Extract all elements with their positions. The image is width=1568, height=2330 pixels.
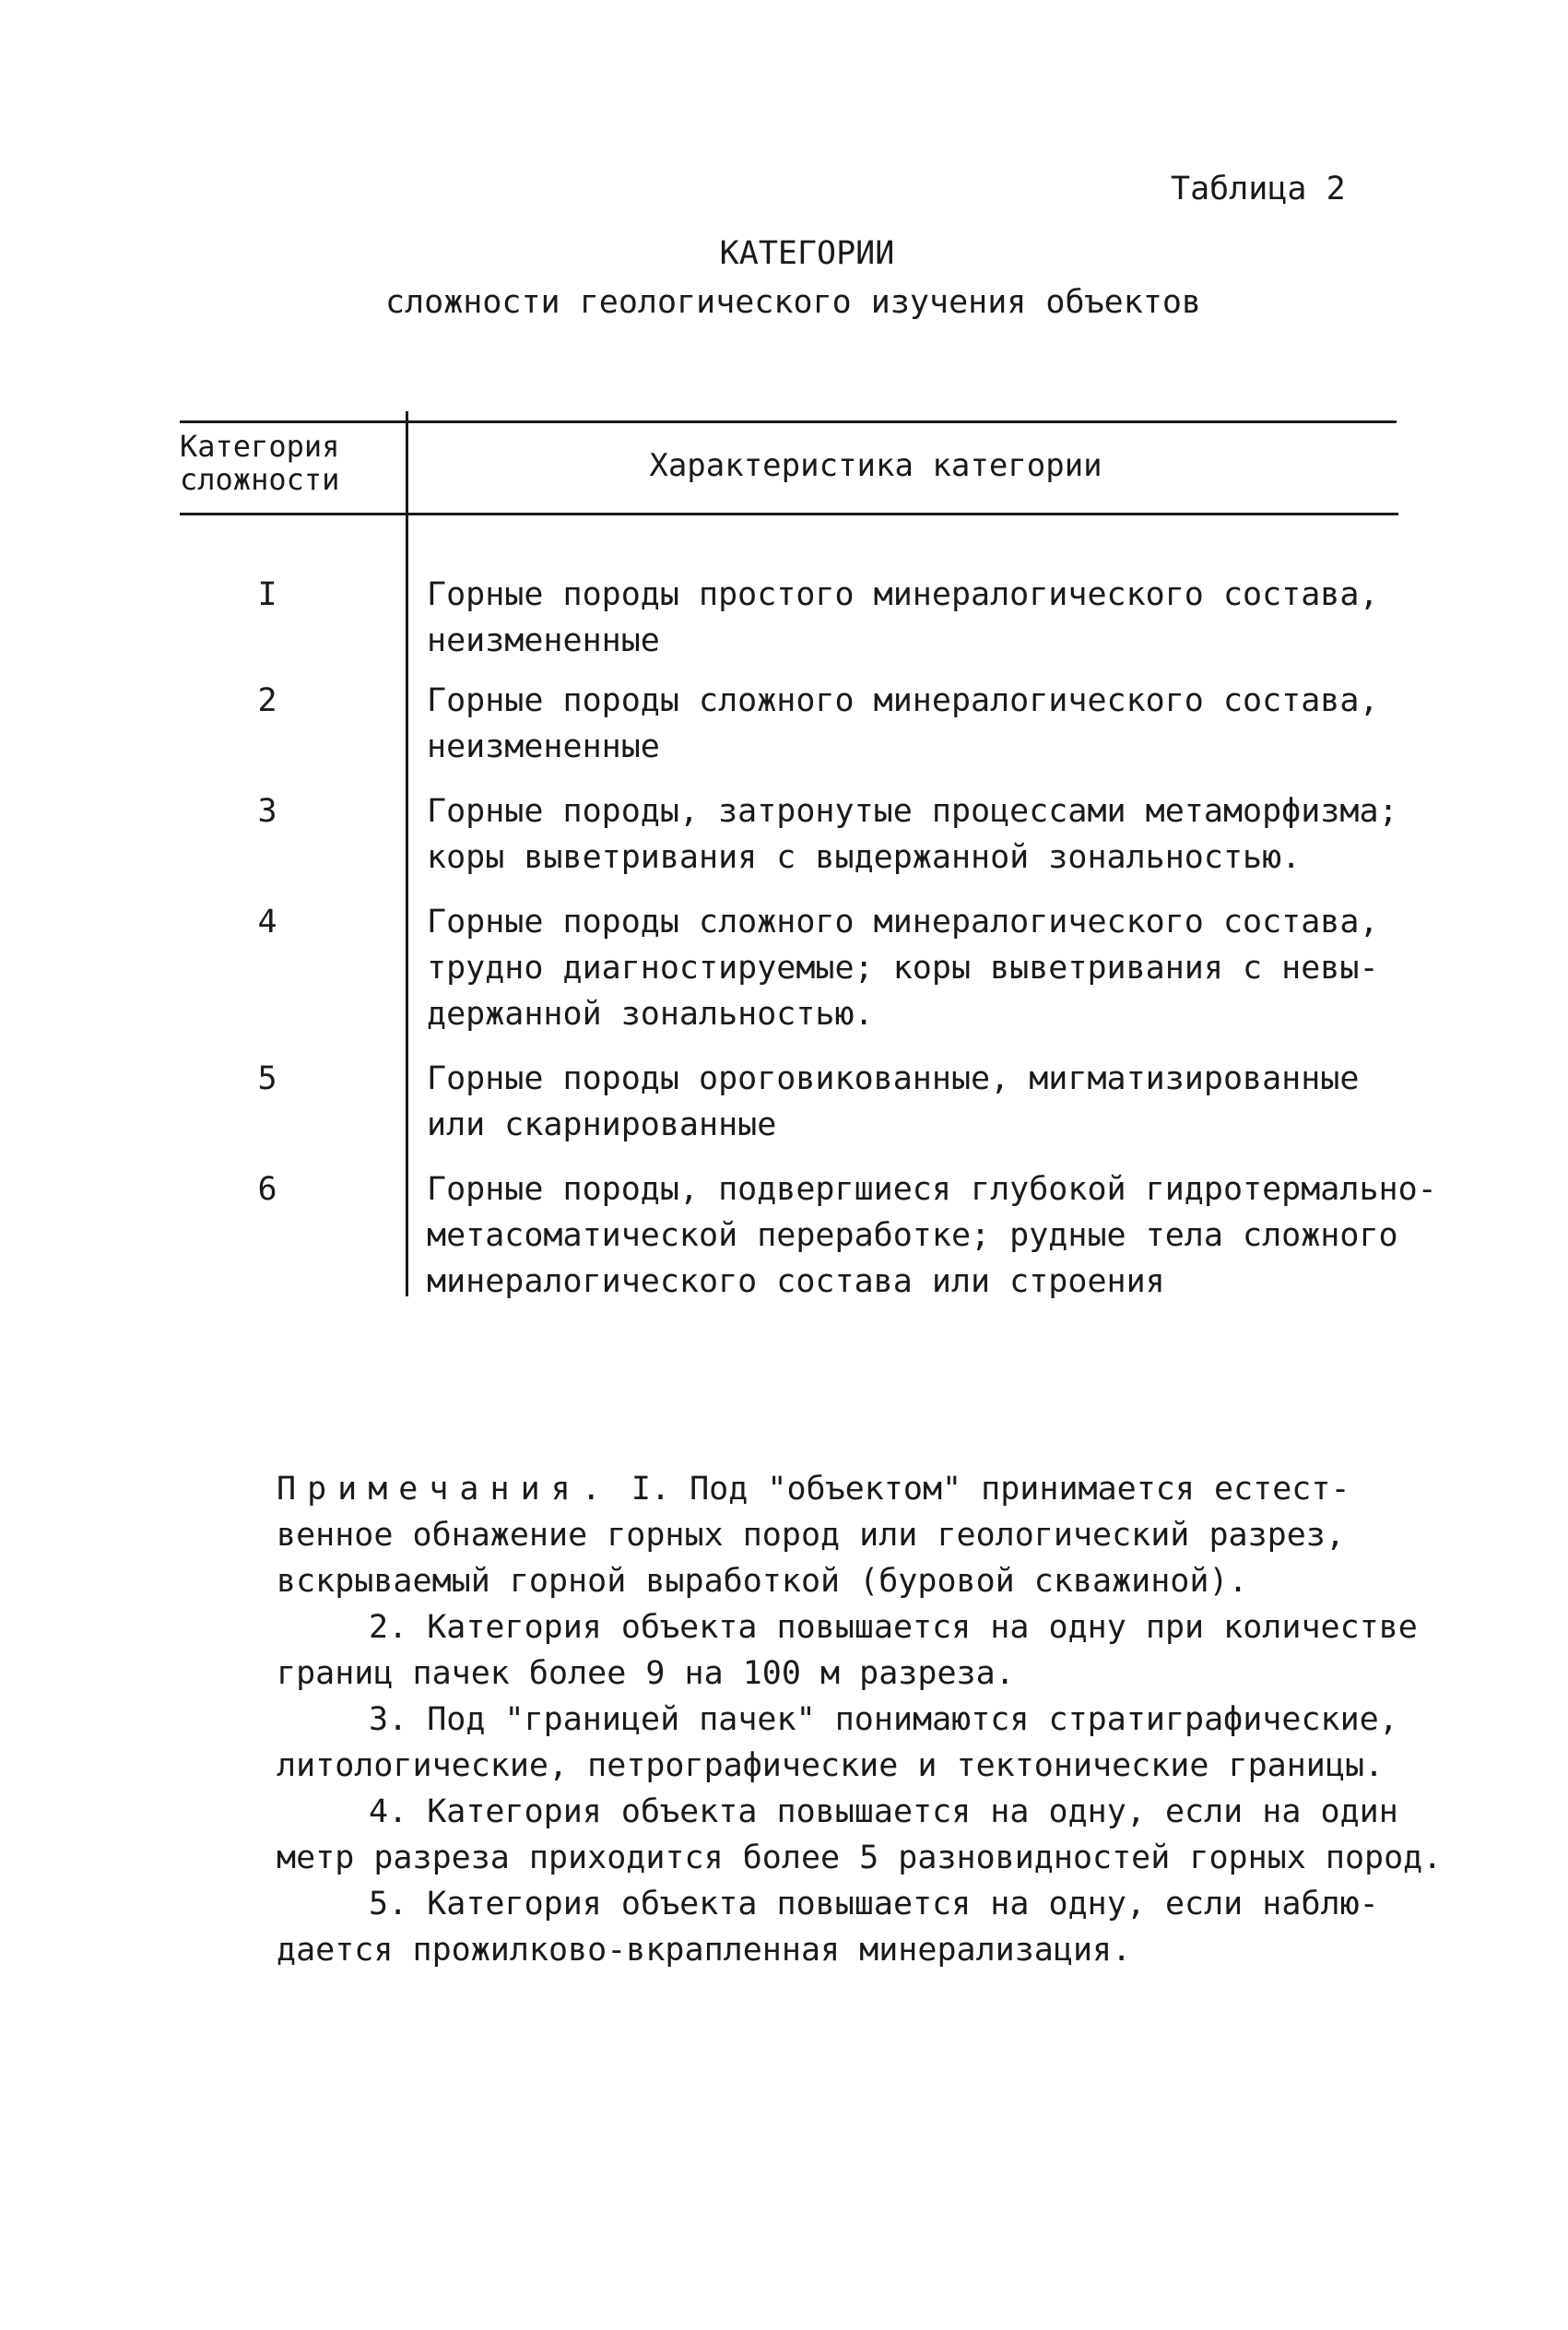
column-header-category-line1: Категория bbox=[180, 429, 340, 464]
table-title bbox=[0, 235, 1568, 272]
row-description-line: трудно диагностируемые; коры выветривания с невы- bbox=[427, 950, 1379, 987]
row-description bbox=[427, 678, 1441, 770]
column-header-category-line2: сложности bbox=[180, 462, 340, 497]
row-description bbox=[427, 1166, 1441, 1305]
row-description-line: неизмененные bbox=[427, 728, 660, 765]
note-line: метр разреза приходится более 5 разновидностей горных пород. bbox=[277, 1839, 1443, 1876]
table-top-rule bbox=[180, 420, 1397, 423]
row-description-line: Горные породы простого минералогического состава, bbox=[427, 576, 1379, 613]
note-line: 5. Категория объекта повышается на одну, если наблю- bbox=[369, 1886, 1379, 1922]
table-column-divider bbox=[406, 411, 408, 1296]
note-line: литологические, петрографические и тектонические границы. bbox=[277, 1747, 1385, 1784]
notes-heading: Примечания. bbox=[277, 1471, 612, 1508]
table-label: Таблица 2 bbox=[1171, 171, 1346, 207]
row-description-line: Горные породы ороговикованные, мигматизированные bbox=[427, 1060, 1360, 1097]
row-description-line: держанной зональностью. bbox=[427, 996, 874, 1033]
row-category: 6 bbox=[257, 1171, 277, 1208]
note-line: 3. Под "границей пачек" понимаются стратиграфические, bbox=[369, 1701, 1398, 1738]
row-description bbox=[427, 572, 1441, 664]
table-header-rule bbox=[180, 513, 1398, 515]
row-category: 5 bbox=[257, 1060, 277, 1097]
row-description-line: Горные породы, подвергшиеся глубокой гидротермально- bbox=[427, 1171, 1437, 1208]
note-line: 2. Категория объекта повышается на одну при количестве bbox=[369, 1609, 1418, 1646]
row-description-line: Горные породы сложного минералогического состава, bbox=[427, 904, 1379, 940]
row-category: I bbox=[257, 576, 277, 613]
row-description bbox=[427, 1056, 1441, 1148]
row-description-line: коры выветривания с выдержанной зональностью. bbox=[427, 839, 1302, 876]
row-description-line: Горные породы сложного минералогического состава, bbox=[427, 682, 1379, 719]
row-category: 2 bbox=[257, 682, 277, 719]
note-line: венное обнажение горных пород или геологический разрез, bbox=[277, 1517, 1345, 1554]
row-category: 4 bbox=[257, 904, 277, 940]
table-subtitle bbox=[0, 284, 1568, 321]
note-text: I. Под "объектом" принимается естест- bbox=[611, 1471, 1350, 1508]
note-line: вскрываемый горной выработкой (буровой скважиной). bbox=[277, 1563, 1248, 1600]
row-description-line: неизмененные bbox=[427, 622, 660, 659]
row-description-line: или скарнированные bbox=[427, 1106, 777, 1143]
table-title-text: КАТЕГОРИИ bbox=[719, 235, 895, 272]
column-header-description-text: Характеристика категории bbox=[649, 447, 1102, 484]
row-description bbox=[427, 788, 1441, 881]
note-line bbox=[277, 1466, 1438, 1512]
row-description bbox=[427, 899, 1441, 1037]
column-header-category bbox=[180, 430, 401, 496]
row-description-line: метасоматической переработке; рудные тела сложного bbox=[427, 1217, 1398, 1254]
row-description-line: Горные породы, затронутые процессами метаморфизма; bbox=[427, 793, 1398, 830]
row-category: 3 bbox=[257, 793, 277, 830]
table-subtitle-text: сложности геологического изучения объектов bbox=[384, 284, 1201, 321]
notes-section bbox=[277, 1466, 1443, 1973]
column-header-description bbox=[408, 447, 1398, 484]
note-line: дается прожилково-вкрапленная минерализация. bbox=[277, 1932, 1132, 1969]
note-line: 4. Категория объекта повышается на одну, если на один bbox=[369, 1793, 1398, 1830]
note-line: границ пачек более 9 на 100 м разреза. bbox=[277, 1655, 1015, 1692]
row-description-line: минералогического состава или строения bbox=[427, 1263, 1165, 1300]
